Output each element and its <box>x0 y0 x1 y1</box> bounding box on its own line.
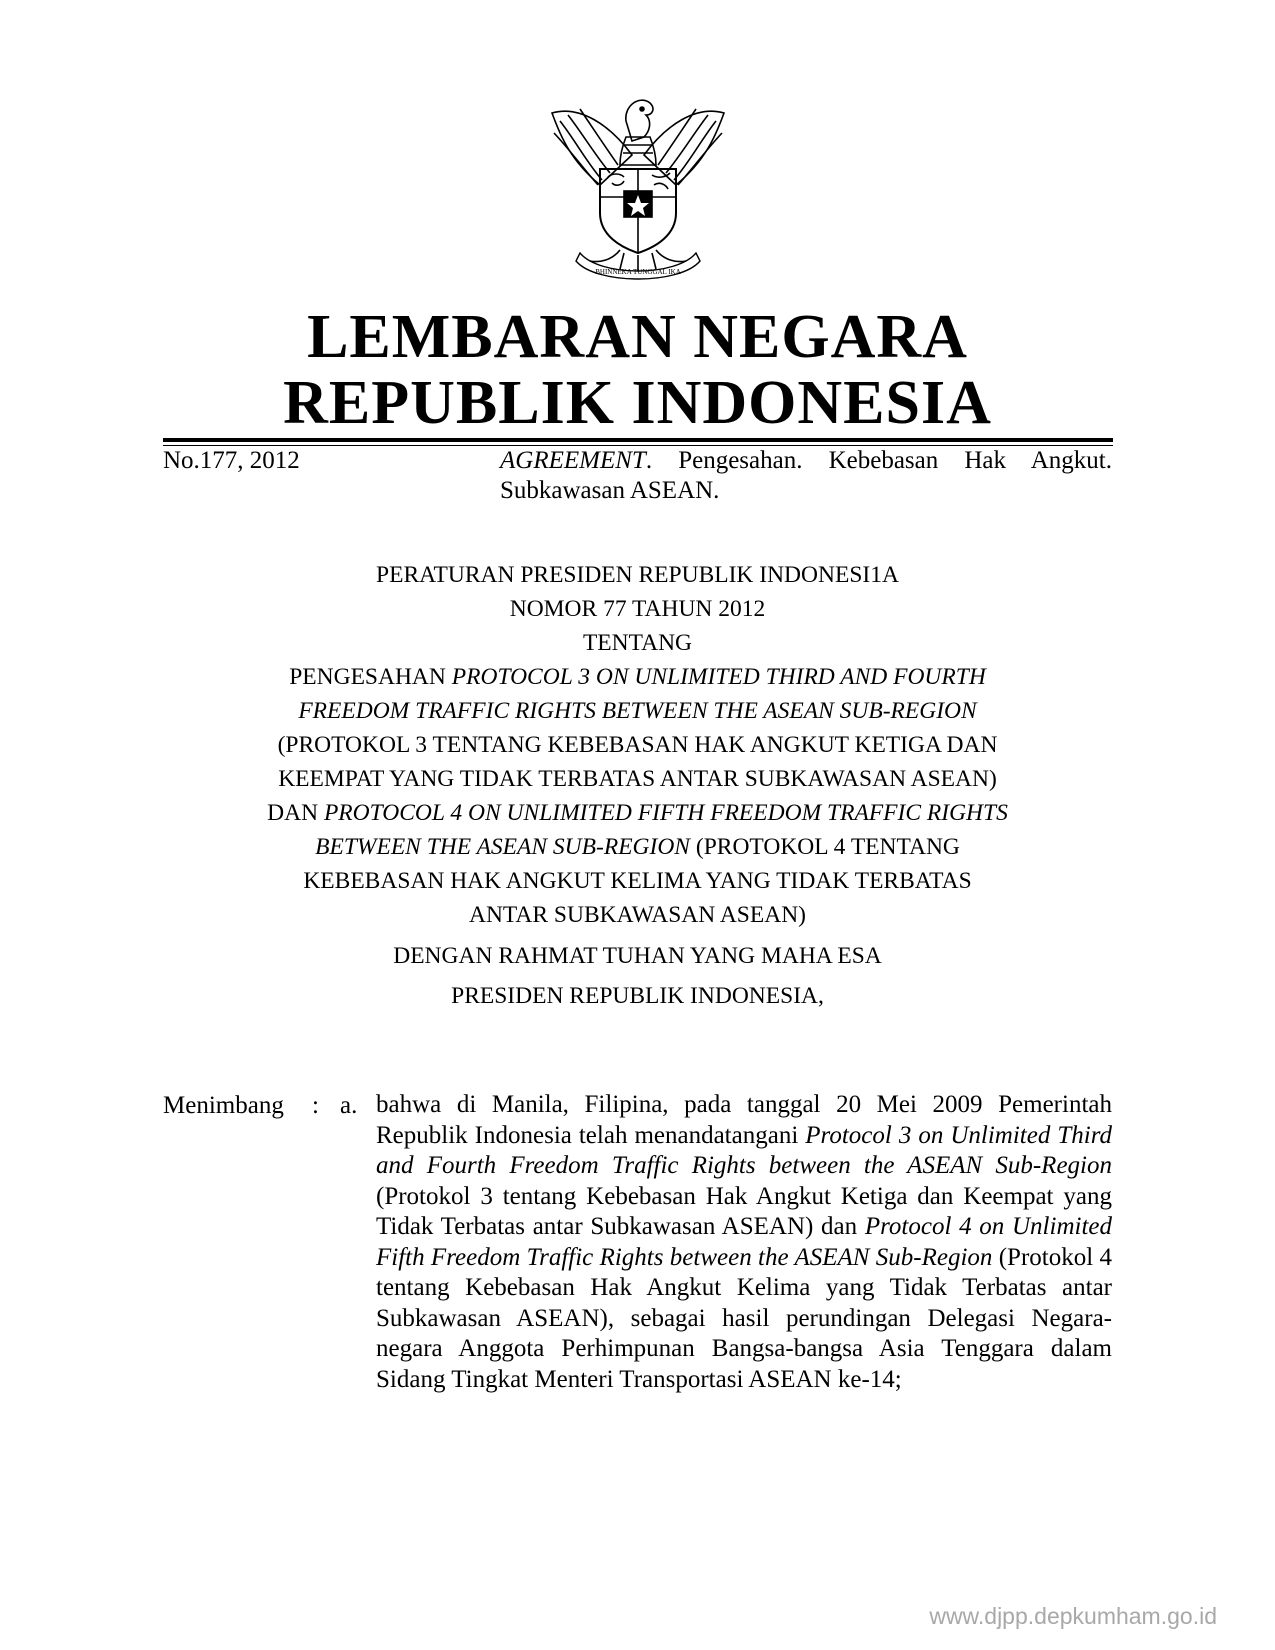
masthead-divider-thick <box>163 438 1113 442</box>
title-line: NOMOR 77 TAHUN 2012 <box>509 596 766 622</box>
title-line9-plain: (PROTOKOL 4 TENTANG <box>690 834 960 860</box>
masthead-title-line2: REPUBLIK INDONESIA <box>283 369 992 437</box>
issue-desc-rest: . Pengesahan. Kebebasan Hak Angkut. Subkawasan ASEAN. <box>500 447 1112 504</box>
menimbang-label: Menimbang <box>163 1092 284 1119</box>
menimbang-text-italic: Protocol 4 on Unlimited Fifth Freedom Traffic Rights between the ASEAN Sub-Region <box>376 1213 1112 1271</box>
title-line: TENTANG <box>582 630 693 656</box>
garuda-pancasila-emblem-icon <box>540 85 736 285</box>
title-line <box>160 694 1115 728</box>
menimbang-item-letter: a. <box>340 1092 358 1119</box>
source-watermark: www.djpp.depkumham.go.id <box>929 1603 1217 1629</box>
regulation-title-block <box>160 558 1115 1016</box>
title-line: ANTAR SUBKAWASAN ASEAN) <box>468 902 806 928</box>
menimbang-text-part: (Protokol 3 tentang Kebebasan Hak Angkut Ketiga dan Keempat yang Tidak Terbatas antar Subkawasan ASEAN) dan <box>376 1182 1112 1240</box>
menimbang-text-italic: Protocol 3 on Unlimited Third and Fourth Freedom Traffic Rights between the ASEAN Sub-Region <box>376 1121 1112 1179</box>
menimbang-item-text <box>376 1090 1112 1395</box>
title-line5-italic: FREEDOM TRAFFIC RIGHTS BETWEEN THE ASEAN SUB-REGION <box>298 698 977 724</box>
title-line: PRESIDEN REPUBLIK INDONESIA, <box>451 983 824 1009</box>
title-line8-italic: PROTOCOL 4 ON UNLIMITED FIFTH FREEDOM TRAFFIC RIGHTS <box>323 800 1008 826</box>
title-line: PERATURAN PRESIDEN REPUBLIK INDONESI1A <box>376 562 899 588</box>
title-line4-italic: PROTOCOL 3 ON UNLIMITED THIRD AND FOURTH <box>451 664 986 690</box>
menimbang-text-part: bahwa di Manila, Filipina, pada tanggal 20 Mei 2009 Pemerintah Republik Indonesia telah menandatangani <box>376 1091 1112 1149</box>
title-line: KEBEBASAN HAK ANGKUT KELIMA YANG TIDAK TERBATAS <box>303 868 972 894</box>
title-line <box>160 830 1115 864</box>
title-line: DENGAN RAHMAT TUHAN YANG MAHA ESA <box>393 943 882 969</box>
title-line <box>160 796 1115 830</box>
svg-text:BHINNEKA TUNGGAL IKA: BHINNEKA TUNGGAL IKA <box>595 268 681 276</box>
title-line4-plain: PENGESAHAN <box>289 664 452 690</box>
issue-number: No.177, 2012 <box>163 447 300 474</box>
title-line8-plain: DAN <box>267 800 324 826</box>
menimbang-text-part: (Protokol 4 tentang Kebebasan Hak Angkut Kelima yang Tidak Terbatas antar Subkawasan ASEAN), sebagai hasil perundingan Delegasi Negara-negara Anggota Perhimpunan Bangsa-bangsa Asia Tenggara dalam Sidang Tingkat Menteri Transportasi ASEAN ke-14; <box>376 1243 1112 1393</box>
issue-desc-italic: AGREEMENT <box>500 447 646 474</box>
masthead-title-line1: LEMBARAN NEGARA <box>307 303 968 371</box>
title-line: (PROTOKOL 3 TENTANG KEBEBASAN HAK ANGKUT KETIGA DAN <box>277 732 998 758</box>
issue-description <box>500 446 1112 506</box>
title-line <box>160 660 1115 694</box>
menimbang-separator: : <box>312 1092 319 1119</box>
title-line: KEEMPAT YANG TIDAK TERBATAS ANTAR SUBKAWASAN ASEAN) <box>278 766 997 792</box>
title-line9-italic: BETWEEN THE ASEAN SUB-REGION <box>315 834 690 860</box>
